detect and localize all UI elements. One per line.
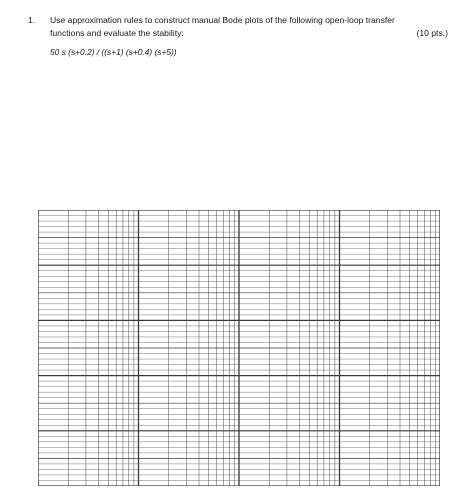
question-block bbox=[28, 14, 448, 59]
semilog-graph-paper bbox=[38, 210, 440, 486]
points-label: (10 pts.) bbox=[416, 28, 448, 38]
question-text-line2: functions and evaluate the stability: bbox=[50, 28, 184, 38]
semilog-grid bbox=[38, 210, 440, 486]
question-text-line1: Use approximation rules to construct manual Bode plots of the following open-loop transfer bbox=[50, 15, 395, 25]
transfer-function: 50 s (s+0.2) / ((s+1) (s+0.4) (s+5)) bbox=[50, 47, 177, 57]
question-number: 1. bbox=[28, 15, 36, 25]
